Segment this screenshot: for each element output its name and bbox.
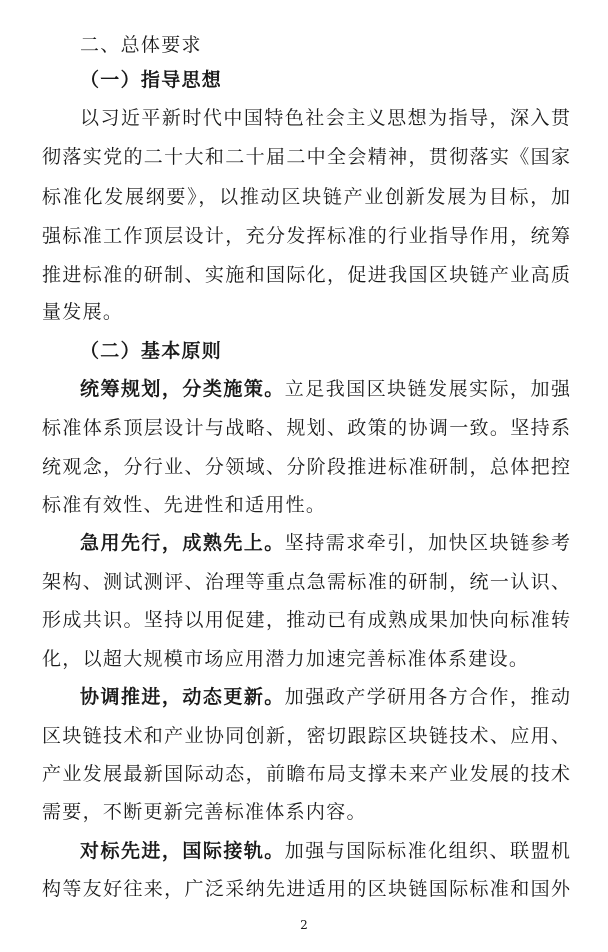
principle-text: 加强与国际标准化组织、联盟机 xyxy=(284,840,570,862)
guiding-ideology-line: 彻落实党的二十大和二十届二中全会精神，贯彻落实《国家 xyxy=(42,146,570,168)
principle-first-line xyxy=(80,839,570,863)
principle-line: 需要，不断更新完善标准体系内容。 xyxy=(42,801,367,823)
principle-first-line xyxy=(80,531,570,555)
guiding-ideology-line: 强标准工作顶层设计，充分发挥标准的行业指导作用，统筹 xyxy=(42,225,570,247)
principle-title: 协调推进，动态更新。 xyxy=(80,686,285,708)
principle-text: 坚持需求牵引，加快区块链参考 xyxy=(284,532,570,554)
principle-line: 统观念，分行业、分领域、分阶段推进标准研制，总体把控 xyxy=(42,456,570,478)
principle-line: 标准有效性、先进性和适用性。 xyxy=(42,494,327,516)
principle-first-line xyxy=(80,685,570,709)
guiding-ideology-heading: （一）指导思想 xyxy=(80,69,223,91)
principle-text: 立足我国区块链发展实际，加强 xyxy=(284,378,570,400)
principle-line: 形成共识。坚持以用促建，推动已有成熟成果加快向标准转 xyxy=(42,609,570,631)
principle-line: 区块链技术和产业协同创新，密切跟踪区块链技术、应用、 xyxy=(42,725,570,747)
guiding-ideology-line: 以习近平新时代中国特色社会主义思想为指导，深入贯 xyxy=(80,107,570,129)
guiding-ideology-line: 标准化发展纲要》，以推动区块链产业创新发展为目标，加 xyxy=(42,186,570,208)
guiding-ideology-line: 量发展。 xyxy=(42,301,124,323)
principle-line: 产业发展最新国际动态，前瞻布局支撑未来产业发展的技术 xyxy=(42,763,570,785)
basic-principles-heading: （二）基本原则 xyxy=(80,340,223,362)
principle-title: 统筹规划，分类施策。 xyxy=(80,378,285,400)
section-heading: 二、总体要求 xyxy=(80,34,202,56)
principle-line: 化，以超大规模市场应用潜力加速完善标准体系建设。 xyxy=(42,648,530,670)
principle-line: 构等友好往来，广泛采纳先进适用的区块链国际标准和国外 xyxy=(42,878,570,900)
guiding-ideology-line: 推进标准的研制、实施和国际化，促进我国区块链产业高质 xyxy=(42,264,570,286)
principle-first-line xyxy=(80,377,570,401)
principle-title: 急用先行，成熟先上。 xyxy=(80,532,285,554)
principle-line: 架构、测试测评、治理等重点急需标准的研制，统一认识、 xyxy=(42,571,570,593)
page-number: 2 xyxy=(300,918,308,932)
principle-text: 加强政产学研用各方合作，推动 xyxy=(284,686,570,708)
principle-line: 标准体系顶层设计与战略、规划、政策的协调一致。坚持系 xyxy=(42,417,570,439)
principle-title: 对标先进，国际接轨。 xyxy=(80,840,285,862)
